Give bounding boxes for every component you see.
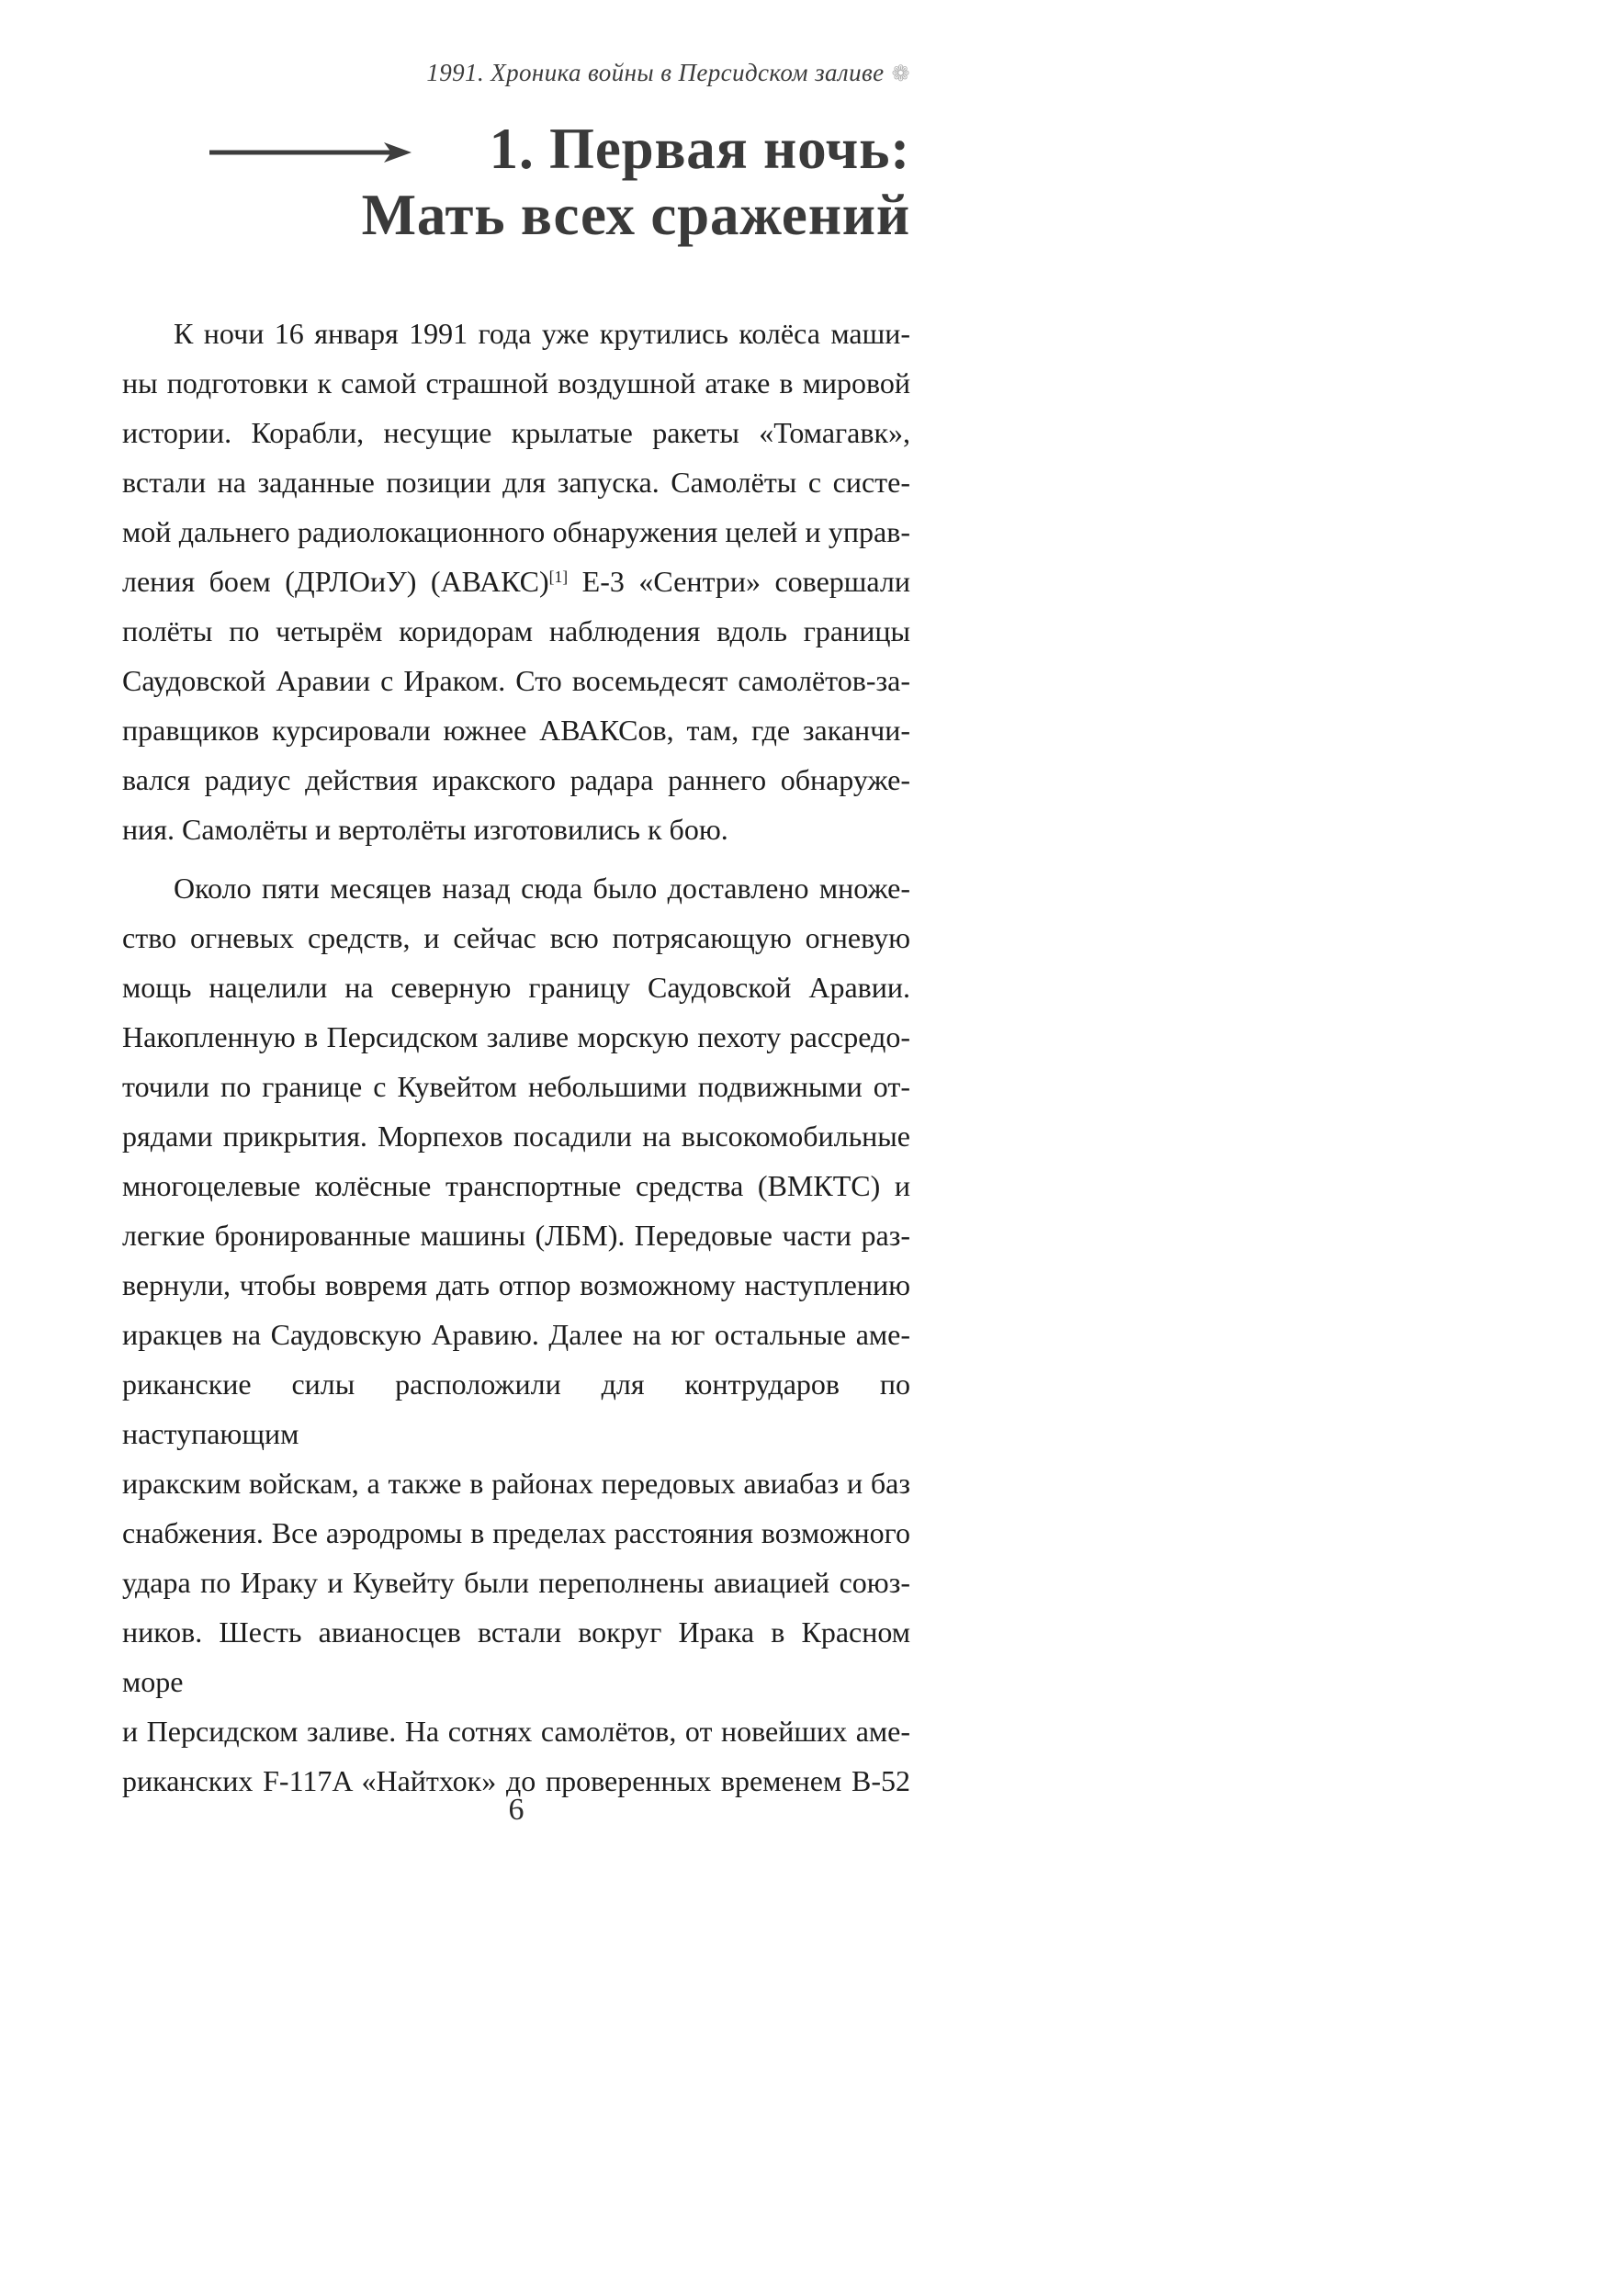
text-line: Накопленную в Персидском заливе морскую пехоту рассредо-: [122, 1020, 910, 1053]
text-line: иракским войскам, а также в районах передовых авиабаз и баз: [122, 1467, 910, 1500]
text-line: снабжения. Все аэродромы в пределах расстояния возможного: [122, 1516, 910, 1549]
text-line: ния. Самолёты и вертолёты изготовились к бою.: [122, 813, 728, 846]
text-line: истории. Корабли, несущие крылатые ракеты «Томагавк»,: [122, 416, 910, 449]
text-line: легкие бронированные машины (ЛБМ). Передовые части раз-: [122, 1219, 910, 1252]
text-line: риканских F-117A «Найтхок» до проверенных временем В-52: [122, 1764, 910, 1797]
page-number: 6: [508, 1793, 524, 1827]
text-line: ников. Шесть авианосцев встали вокруг Ирака в Красном море: [122, 1615, 910, 1698]
text-line: К ночи 16 января 1991 года уже крутились колёса маши-: [174, 317, 910, 350]
text-line: правщиков курсировали южнее АВАКСов, там, где заканчи-: [122, 714, 910, 747]
text-line: вался радиус действия иракского радара раннего обнаруже-: [122, 763, 910, 796]
text-line: ны подготовки к самой страшной воздушной атаке в мировой: [122, 366, 910, 400]
text-line: точили по границе с Кувейтом небольшими подвижными от-: [122, 1070, 910, 1103]
body-text: [122, 309, 910, 1806]
text-line: многоцелевые колёсные транспортные средства (ВМКТС) и: [122, 1169, 910, 1202]
text-line: ство огневых средств, и сейчас всю потрясающую огневую: [122, 921, 910, 954]
chapter-title-line-1: 1. Первая ночь:: [489, 117, 910, 181]
running-header: [122, 59, 910, 87]
footnote-marker: [1]: [548, 568, 569, 587]
text-line: рядами прикрытия. Морпехов посадили на высокомобильные: [122, 1120, 910, 1153]
paragraph: [122, 863, 910, 1806]
text-line: Около пяти месяцев назад сюда было доставлено множе-: [174, 872, 910, 905]
paragraph: [122, 309, 910, 854]
text-line: ления боем (ДРЛОиУ) (АВАКС)[1] Е-3 «Сентри» совершали: [122, 565, 910, 598]
text-line: мощь нацелили на северную границу Саудовской Аравии.: [122, 971, 910, 1004]
text-line: и Персидском заливе. На сотнях самолётов, от новейших аме-: [122, 1715, 910, 1748]
flower-ornament-icon: ❁: [891, 62, 910, 86]
text-line: встали на заданные позиции для запуска. Самолёты с систе-: [122, 466, 910, 499]
running-header-text: 1991. Хроника войны в Персидском заливе: [426, 59, 885, 86]
text-line: полёты по четырём коридорам наблюдения вдоль границы: [122, 614, 910, 647]
text-line: риканские силы расположили для контрударов по наступающим: [122, 1367, 910, 1450]
chapter-title-line-2: Мать всех сражений: [361, 183, 910, 247]
text-line: мой дальнего радиолокационного обнаружения целей и управ-: [122, 515, 910, 548]
text-line: вернули, чтобы вовремя дать отпор возможному наступлению: [122, 1268, 910, 1301]
chapter-title: [122, 116, 910, 248]
text-line: удара по Ираку и Кувейту были переполнены авиацией союз-: [122, 1566, 910, 1599]
text-line: иракцев на Саудовскую Аравию. Далее на юг остальные аме-: [122, 1318, 910, 1351]
text-line: Саудовской Аравии с Ираком. Сто восемьдесят самолётов-за-: [122, 664, 910, 697]
